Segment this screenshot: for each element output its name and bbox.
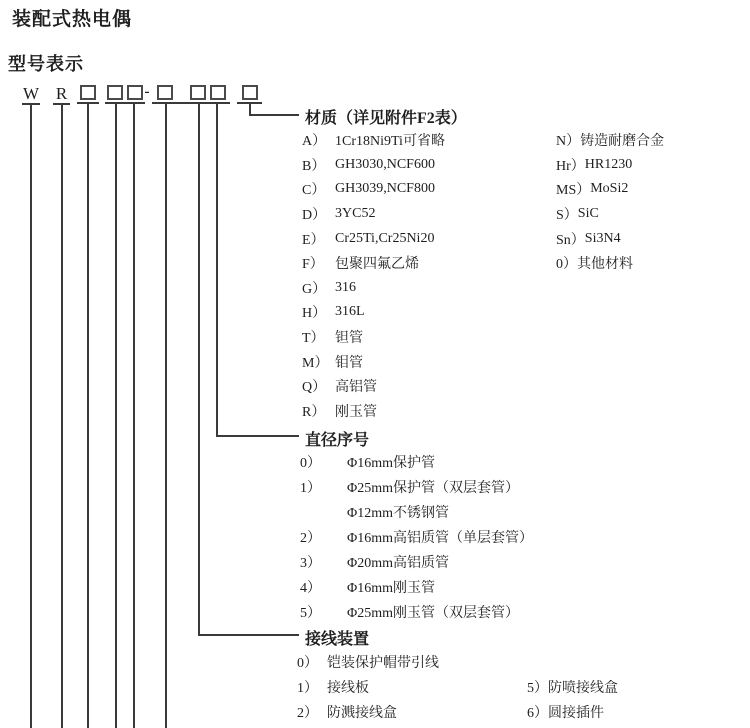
item-label: Φ20mm高铝质管 [347,556,450,571]
connector-line [115,103,117,728]
list-item [300,475,533,500]
item-label: 圆接插件 [548,705,604,721]
code-box [210,85,226,100]
list-item [556,251,664,276]
item-label: 3YC52 [335,206,376,222]
item-code: B） [302,158,326,174]
list-item [300,599,533,624]
item-label: 钽管 [335,331,363,347]
item-code: F） [302,257,324,273]
wiring-left-list [297,649,439,724]
list-item [556,128,664,153]
model-designation-heading: 型号表示 [8,54,84,74]
wiring-section-title: 接线装置 [305,631,370,648]
item-code: H） [302,306,327,322]
diameter-list [300,450,533,624]
list-item [556,202,664,227]
item-label: 316L [335,304,365,320]
connector-line-wiring [198,634,299,636]
item-label: GH3030,NCF600 [335,156,435,172]
item-code: 6） [527,705,548,721]
code-box-group-2 [105,82,145,104]
item-code: M） [302,355,329,371]
item-label: HR1230 [584,156,633,172]
list-item [300,550,533,575]
item-code: 3） [300,556,321,571]
list-item [300,574,533,599]
list-item [527,699,618,724]
item-label: Φ25mm刚玉管（双层套管） [347,605,520,621]
item-code: R） [302,404,326,420]
list-item [297,674,439,699]
item-code: Hr） [556,158,585,174]
list-item [302,300,445,325]
material-right-list [556,128,664,276]
item-code: 0） [556,257,577,273]
list-item [300,525,533,550]
list-item [302,128,445,153]
item-code: 0） [297,655,318,671]
connector-line [165,103,167,728]
item-code: N） [556,134,581,150]
code-box-group-3 [152,82,230,104]
connector-line-diameter [216,435,299,437]
connector-line-diameter [216,103,218,437]
item-code: C） [302,183,326,199]
list-item [556,177,664,202]
item-label: 钼管 [335,355,363,371]
item-code: 0） [300,456,321,472]
list-item [302,202,445,227]
code-letter-w: W [22,84,40,103]
list-item [302,153,445,178]
item-label: Φ16mm高铝质管（单层套管） [347,531,534,547]
list-item [527,674,618,699]
item-code: 1） [300,481,321,497]
item-label: 包聚四氟乙烯 [335,257,419,273]
item-label: GH3039,NCF800 [335,181,435,197]
item-label: Si3N4 [584,230,621,246]
item-label: MoSi2 [590,181,629,197]
item-code: A） [302,134,327,150]
item-code: 1） [297,680,318,696]
page-title: 装配式热电偶 [12,9,133,30]
connector-line-material [249,114,299,116]
item-code: 5） [300,605,321,621]
list-item [302,374,445,399]
item-label: 防喷接线盒 [548,680,618,696]
material-left-list [302,128,445,423]
item-label: 刚玉管 [335,404,377,420]
list-item [302,251,445,276]
item-label: 316 [335,279,356,295]
list-item [302,177,445,202]
item-label: Φ16mm刚玉管 [347,580,436,596]
item-label: Φ16mm保护管 [347,456,436,472]
item-label: 防溅接线盒 [327,705,397,721]
item-code: MS） [556,183,591,199]
list-item [302,399,445,424]
list-item [300,450,533,475]
item-label: 铸造耐磨合金 [580,134,665,150]
item-label: Φ12mm不锈钢管 [347,506,450,522]
list-item [302,349,445,374]
list-item [297,649,439,674]
wiring-right-list [527,674,618,724]
code-box-group-4 [237,82,262,104]
list-item [300,500,533,525]
item-code: G） [302,281,327,297]
list-item [302,325,445,350]
item-code: Sn） [556,232,585,248]
connector-line [133,103,135,728]
item-code: 4） [300,580,321,596]
item-label: 其他材料 [577,257,633,273]
item-code: 2） [297,705,318,721]
list-item [297,699,439,724]
list-item [556,153,664,178]
item-code: Q） [302,380,327,396]
item-code: 2） [300,531,321,547]
connector-line [30,103,32,728]
material-section-title: 材质（详见附件F2表） [305,110,467,127]
item-label: 高铝管 [335,380,377,396]
item-label: Cr25Ti,Cr25Ni20 [335,230,435,246]
item-label: 1Cr18Ni9Ti可省略 [335,134,445,150]
code-box [157,85,173,100]
list-item [302,276,445,301]
item-label: SiC [577,206,599,222]
item-label: Φ25mm保护管（双层套管） [347,481,520,497]
code-box [242,85,258,100]
item-label: 铠装保护帽带引线 [327,655,439,671]
code-box [80,85,96,100]
item-code: 5） [527,680,548,696]
code-box [107,85,123,100]
diameter-section-title: 直径序号 [305,432,370,449]
item-code: S） [556,208,578,224]
code-box [127,85,143,100]
item-code: T） [302,331,325,347]
item-code: E） [302,232,325,248]
item-label: 接线板 [327,680,369,696]
item-code: D） [302,208,327,224]
code-box [190,85,206,100]
list-item [302,226,445,251]
code-letter-r: R [53,82,70,105]
connector-line [61,103,63,728]
code-box-group-1 [77,82,99,104]
list-item [556,226,664,251]
connector-line [87,103,89,728]
code-dash: - [144,83,150,100]
connector-line-wiring [198,103,200,636]
